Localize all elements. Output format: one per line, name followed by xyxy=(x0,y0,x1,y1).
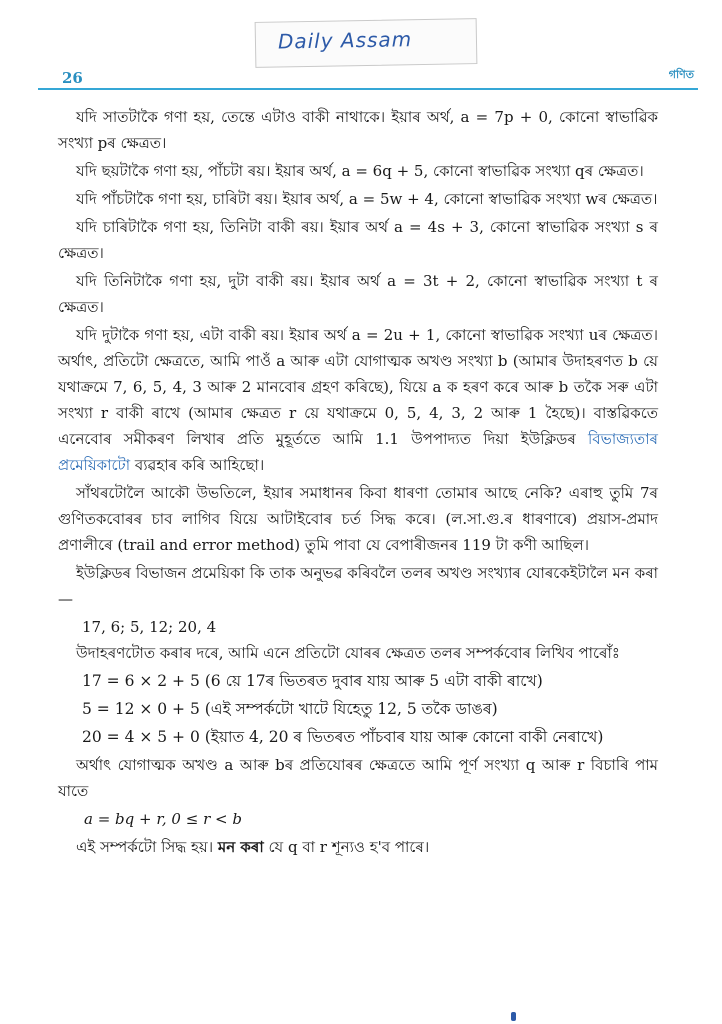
pairs-line: 17, 6; 5, 12; 20, 4 xyxy=(82,618,217,636)
paragraph-conclusion: অৰ্থাৎ যোগাত্মক অখণ্ড a আৰু bৰ প্ৰতিযোৰৰ ক্ষেত্ৰতে আমি পূৰ্ণ সংখ্যা q আৰু r বিচাৰি পাম যাতে xyxy=(58,756,658,800)
page-number: 26 xyxy=(62,69,83,87)
paragraph-count-four: যদি চাৰিটাকৈ গণা হয়, তিনিটা বাকী ৰয়। ইয়াৰ অৰ্থ a = 4s + 3, কোনো স্বাভাৱিক সংখ্যা s ৰ ক্ষেত্ৰত। xyxy=(58,218,658,262)
header-rule xyxy=(38,88,698,90)
final-text: এই সম্পৰ্কটো সিদ্ধ হয়। xyxy=(76,838,218,856)
example-relation: 5 = 12 × 0 + 5 (এই সম্পৰ্কটো খাটে যিহেতু 12, 5 তকৈ ডাঙৰ) xyxy=(82,700,498,718)
example-relation: 20 = 4 × 5 + 0 (ইয়াত 4, 20 ৰ ভিতৰত পাঁচবাৰ যায় আৰু কোনো বাকী নেৰাখে) xyxy=(82,728,604,746)
example-relation: 17 = 6 × 2 + 5 (6 য়ে 17ৰ ভিতৰত দুবাৰ যায় আৰু 5 এটা বাকী ৰাখে) xyxy=(82,672,543,690)
paragraph-count-two-text: যদি দুটাকৈ গণা হয়, এটা বাকী ৰয়। ইয়াৰ অৰ্থ a = 2u + 1, কোনো স্বাভাৱিক সংখ্যা uৰ ক্ষেত্ৰত। অৰ্থাৎ, প্ৰতিটো ক্ষেত্ৰতে, আমি পাওঁ a আৰু এটা যোগাত্মক অখণ্ড সংখ্যা b (আমাৰ উদাহৰণত b য়ে যথাক্ৰমে 7, 6, 5, 4, 3 আৰু 2 মানবোৰ গ্ৰহণ কৰিছে), যিয়ে a ক হৰণ কৰে আৰু b তকৈ সৰু এটা সংখ্যা r বাকী ৰাখে (আমাৰ ক্ষেত্ৰত r য়ে যথাক্ৰমে 0, 5, 4, 3, 2 আৰু 1 হৈছে)। বাস্তৱিকতে এনেবোৰ সমীকৰণ লিখাৰ প্ৰতি মুহূৰ্ততে আমি 1.1 উপপাদ্যত দিয়া ইউক্লিডৰ xyxy=(58,326,658,448)
paragraph-count-two-end: ব্যৱহাৰ কৰি আহিছো। xyxy=(130,456,265,474)
watermark-stamp xyxy=(255,18,478,68)
paragraph-pairs-intro: ইউক্লিডৰ বিভাজন প্ৰমেয়িকা কি তাক অনুভৱ কৰিবলৈ তলৰ অখণ্ড সংখ্যাৰ যোৰকেইটালৈ মন কৰা— xyxy=(58,564,658,608)
paragraph-puzzle-solution: সাঁথৰটোলৈ আকৌ উভতিলে, ইয়াৰ সমাধানৰ কিবা ধাৰণা তোমাৰ আছে নেকি? এৰাহু তুমি 7ৰ গুণিতকবোৰৰ চাব লাগিব যিয়ে আটাইবোৰ চৰ্ত সিদ্ধ কৰে। (ল.সা.গু.ৰ ধাৰণাৰে) প্ৰয়াস-প্ৰমাদ প্ৰণালীৰে (trail and error method) তুমি পাবা যে বেপাৰীজনৰ 119 টা কণী আছিল। xyxy=(58,484,658,554)
paragraph-final xyxy=(58,834,658,860)
subject-label: গণিত xyxy=(668,68,694,81)
ink-mark xyxy=(511,1012,516,1021)
paragraph-count-six: যদি ছয়টাকৈ গণা হয়, পাঁচটা ৰয়। ইয়াৰ অৰ্থ, a = 6q + 5, কোনো স্বাভাৱিক সংখ্যা qৰ ক্ষেত্ৰত। xyxy=(76,162,644,180)
division-formula: a = bq + r, 0 ≤ r < b xyxy=(84,810,242,828)
paragraph-count-seven: যদি সাতটাকৈ গণা হয়, তেন্তে এটাও বাকী নাথাকে। ইয়াৰ অৰ্থ, a = 7p + 0, কোনো স্বাভাৱিক সংখ্যা pৰ ক্ষেত্ৰত। xyxy=(58,108,658,152)
paragraph-count-five: যদি পাঁচটাকৈ গণা হয়, চাৰিটা ৰয়। ইয়াৰ অৰ্থ, a = 5w + 4, কোনো স্বাভাৱিক সংখ্যা wৰ ক্ষেত্ৰত। xyxy=(76,190,658,208)
paragraph-count-three: যদি তিনিটাকৈ গণা হয়, দুটা বাকী ৰয়। ইয়াৰ অৰ্থ a = 3t + 2, কোনো স্বাভাৱিক সংখ্যা t ৰ ক্ষেত্ৰত। xyxy=(58,272,658,316)
watermark-text: Daily Assam xyxy=(277,27,413,54)
page-body xyxy=(58,104,658,862)
paragraph-relations: উদাহৰণটোত কৰাৰ দৰে, আমি এনে প্ৰতিটো যোৰৰ ক্ষেত্ৰত তলৰ সম্পৰ্কবোৰ লিখিব পাৰোঁঃ xyxy=(76,644,620,662)
final-text-end: যে q বা r শূন্যও হ'ব পাৰে। xyxy=(263,838,430,856)
highlighted-lemma-text: বিভাজ্যতাৰ প্ৰমেয়িকাটো xyxy=(58,430,658,474)
paragraph-count-two xyxy=(58,322,658,478)
final-bold-text: মন কৰা xyxy=(217,838,264,856)
